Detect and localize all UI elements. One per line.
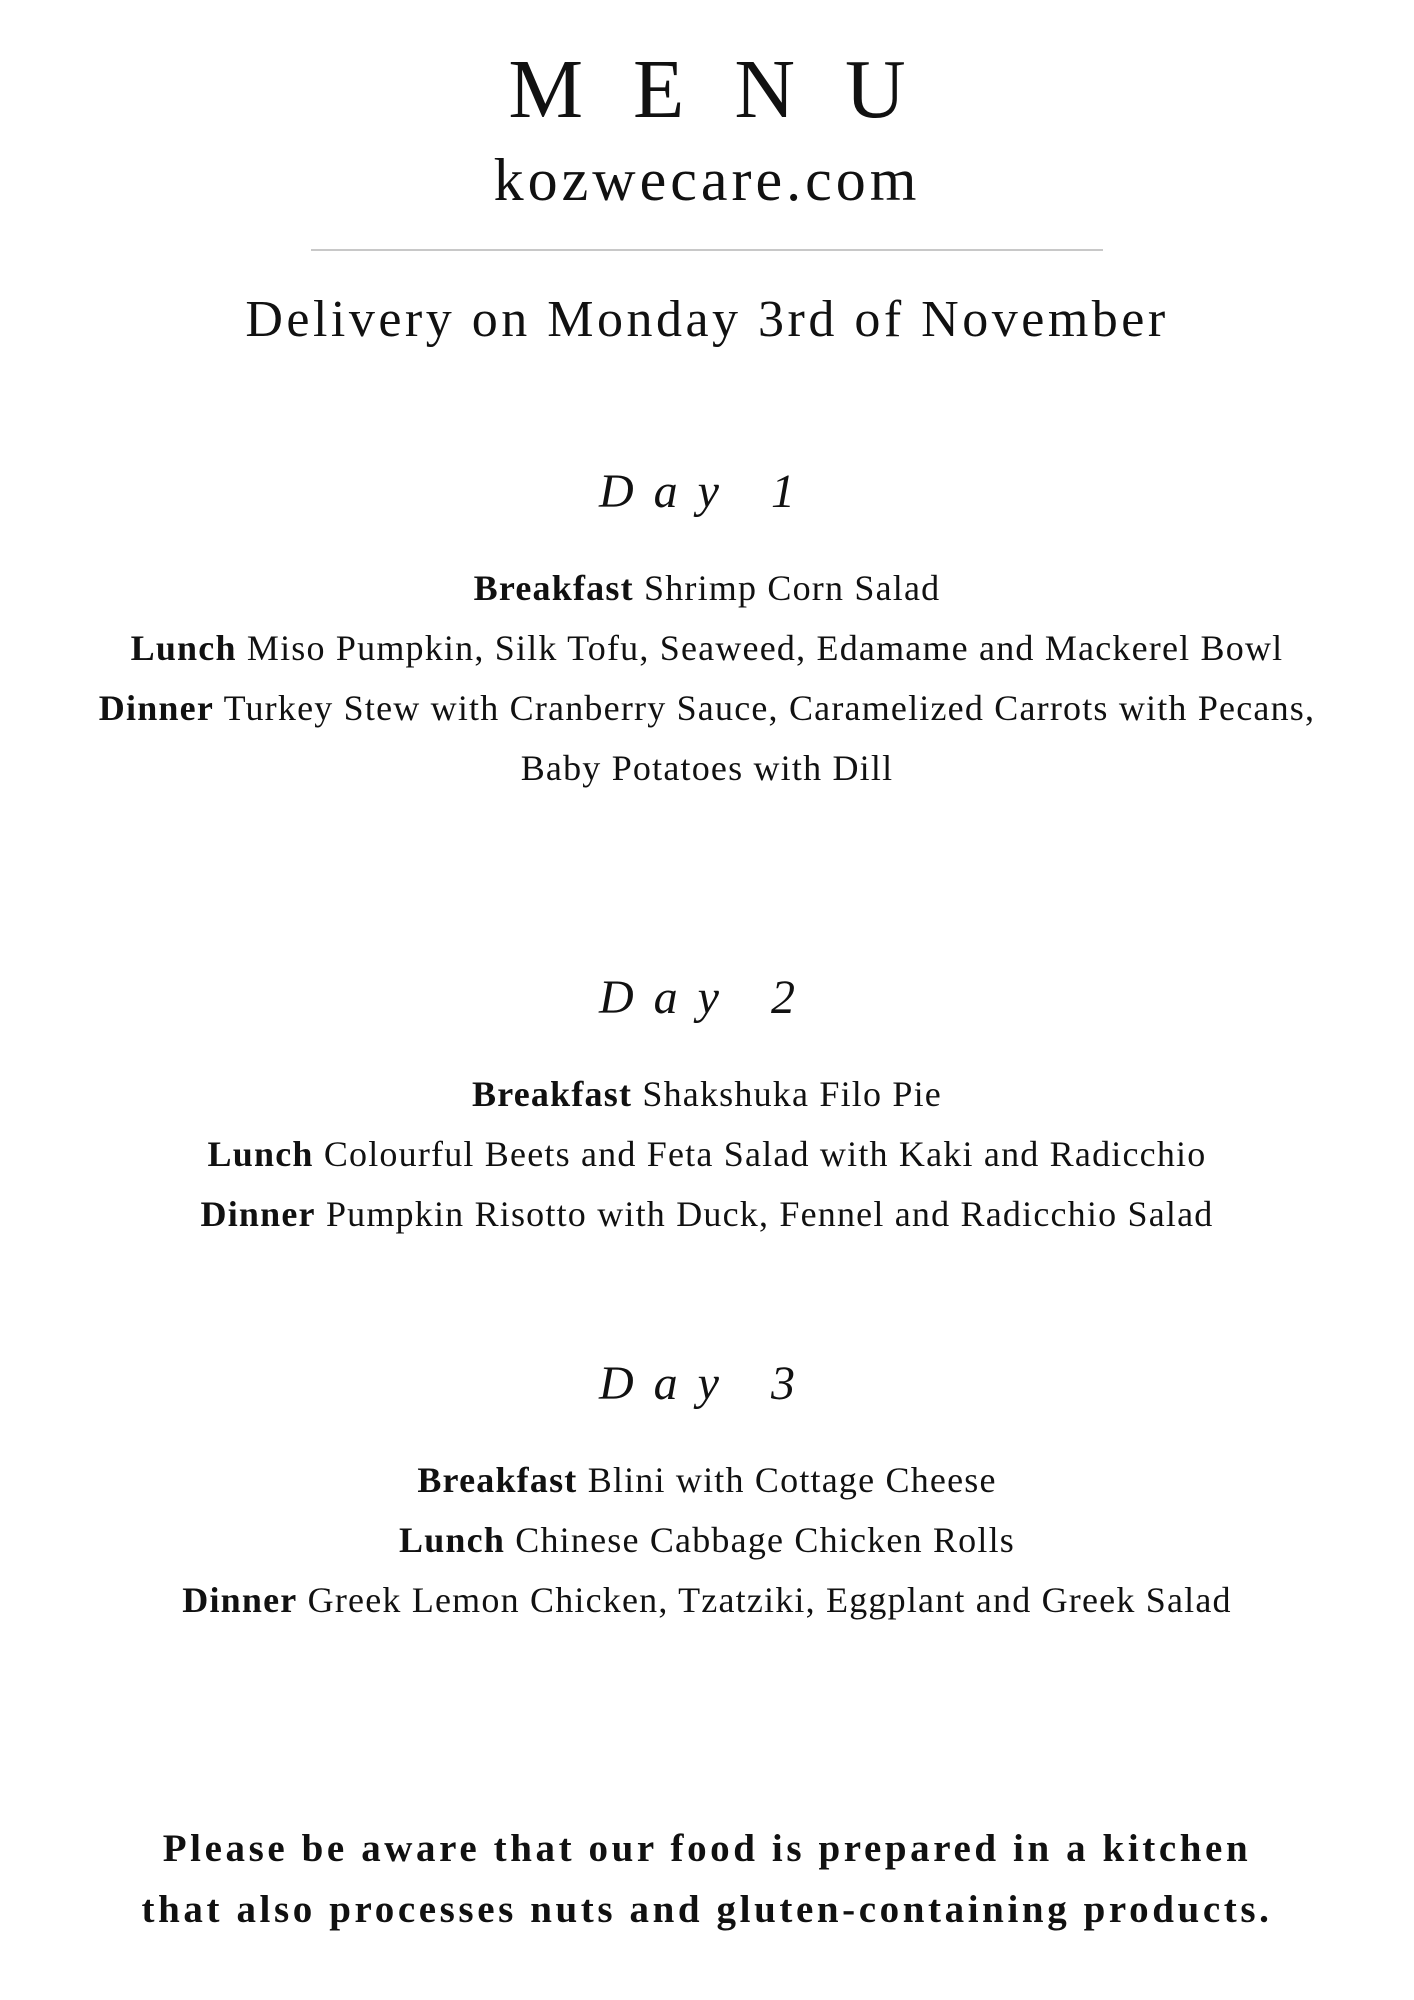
day-1-title: Day 1 bbox=[599, 465, 815, 518]
notice-line-2: that also processes nuts and gluten-containing products. bbox=[141, 1888, 1273, 1931]
day-3-lunch bbox=[60, 1510, 1354, 1570]
delivery-date: Delivery on Monday 3rd of November bbox=[245, 291, 1169, 348]
dinner-dish: Greek Lemon Chicken, Tzatziki, Eggplant and Greek Salad bbox=[307, 1580, 1232, 1620]
day-2-lunch bbox=[60, 1124, 1354, 1184]
day-3-dinner bbox=[60, 1570, 1354, 1630]
breakfast-label: Breakfast bbox=[417, 1460, 578, 1500]
dinner-label: Dinner bbox=[182, 1580, 298, 1620]
dinner-label: Dinner bbox=[98, 688, 214, 728]
day-1-dinner bbox=[60, 678, 1354, 798]
breakfast-dish: Shrimp Corn Salad bbox=[643, 568, 941, 608]
day-3-title: Day 3 bbox=[599, 1357, 815, 1410]
dinner-label: Dinner bbox=[200, 1194, 316, 1234]
breakfast-label: Breakfast bbox=[473, 568, 634, 608]
allergen-notice bbox=[80, 1818, 1334, 1940]
breakfast-label: Breakfast bbox=[472, 1074, 633, 1114]
day-1-meals bbox=[60, 558, 1354, 798]
lunch-dish: Miso Pumpkin, Silk Tofu, Seaweed, Edamame and Mackerel Bowl bbox=[246, 628, 1284, 668]
day-1-breakfast bbox=[60, 558, 1354, 618]
breakfast-dish: Blini with Cottage Cheese bbox=[587, 1460, 997, 1500]
lunch-label: Lunch bbox=[130, 628, 237, 668]
dinner-dish: Turkey Stew with Cranberry Sauce, Caramelized Carrots with Pecans, Baby Potatoes with Dill bbox=[223, 688, 1316, 788]
day-2-title: Day 2 bbox=[599, 971, 815, 1024]
day-2-meals bbox=[60, 1064, 1354, 1244]
day-1-lunch bbox=[60, 618, 1354, 678]
header-divider bbox=[311, 249, 1103, 251]
lunch-label: Lunch bbox=[207, 1134, 314, 1174]
lunch-dish: Colourful Beets and Feta Salad with Kaki and Radicchio bbox=[323, 1134, 1207, 1174]
lunch-label: Lunch bbox=[399, 1520, 506, 1560]
menu-title: MENU bbox=[508, 43, 956, 136]
day-3-breakfast bbox=[60, 1450, 1354, 1510]
day-2-dinner bbox=[60, 1184, 1354, 1244]
breakfast-dish: Shakshuka Filo Pie bbox=[642, 1074, 942, 1114]
day-3-meals bbox=[60, 1450, 1354, 1630]
day-2-breakfast bbox=[60, 1064, 1354, 1124]
website-label: kozwecare.com bbox=[493, 147, 921, 213]
notice-line-1: Please be aware that our food is prepared in a kitchen bbox=[162, 1827, 1252, 1870]
lunch-dish: Chinese Cabbage Chicken Rolls bbox=[515, 1520, 1015, 1560]
dinner-dish: Pumpkin Risotto with Duck, Fennel and Radicchio Salad bbox=[325, 1194, 1214, 1234]
